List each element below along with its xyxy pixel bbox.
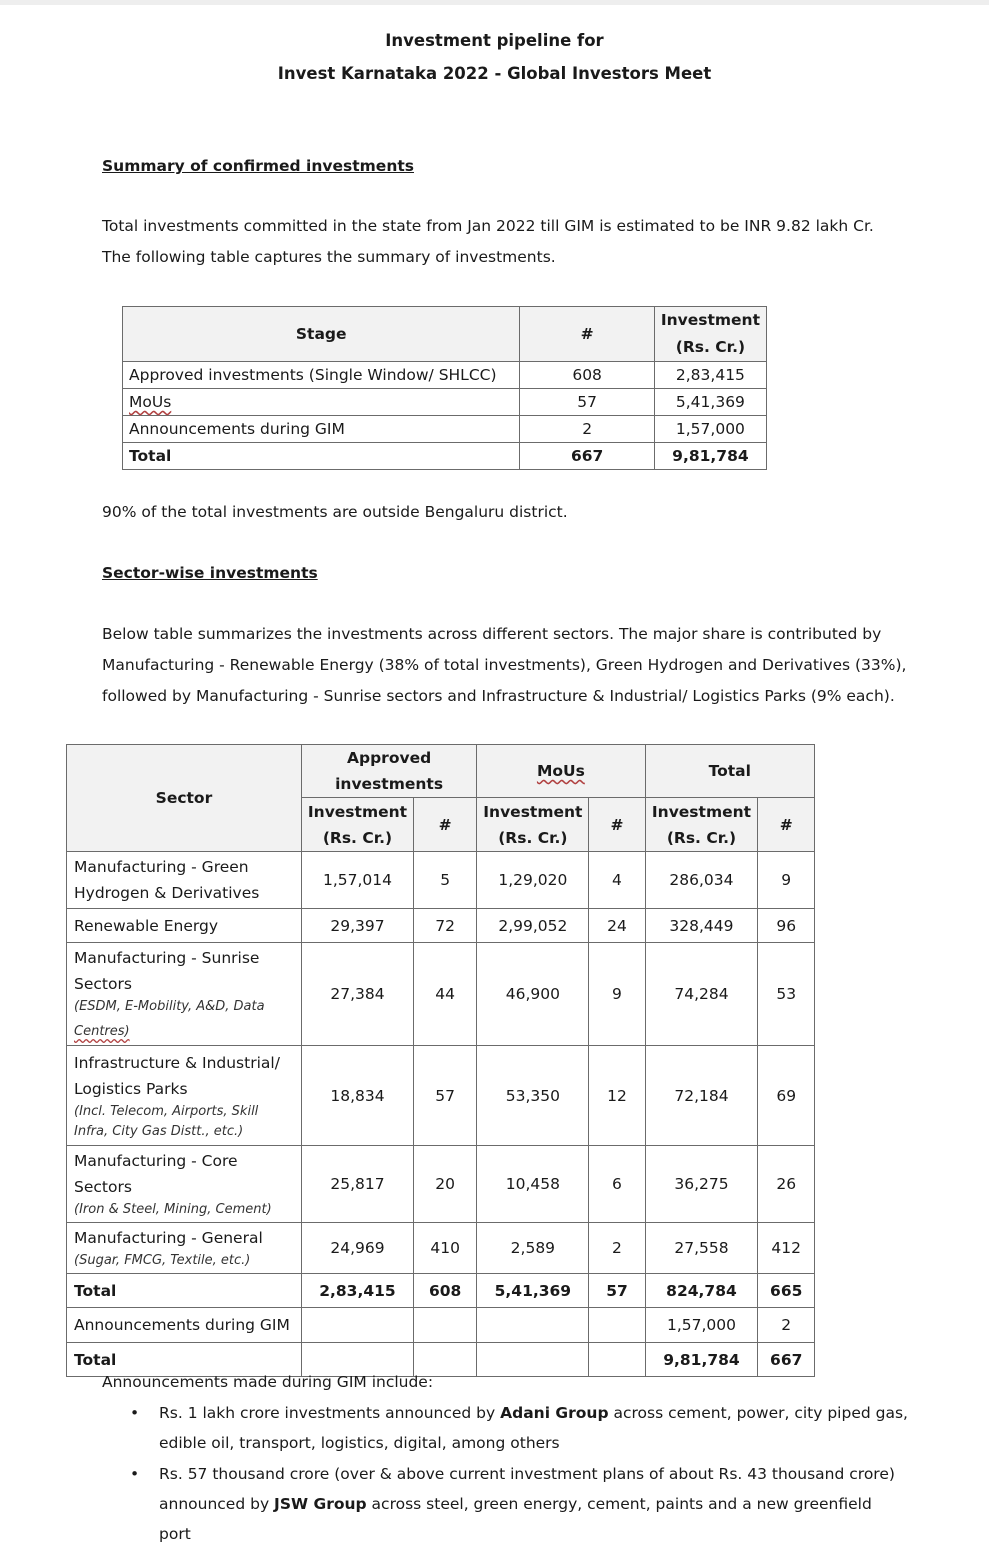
approved-investment: 18,834 xyxy=(301,1046,413,1146)
total-investment: 9,81,784 xyxy=(645,1343,758,1377)
table-row xyxy=(67,909,815,943)
bullet-item xyxy=(130,1459,910,1549)
total-count: 9 xyxy=(758,852,815,909)
approved-investment: 27,384 xyxy=(301,943,413,1046)
total-count: 412 xyxy=(758,1223,815,1274)
sector-para-line3: followed by Manufacturing - Sunrise sectors and Infrastructure & Industrial/ Logistics Parks (9% each). xyxy=(102,687,895,705)
sector-name: Manufacturing - Sunrise Sectors (ESDM, E-Mobility, A&D, Data Centres) xyxy=(67,943,302,1046)
sector-para-line2: Manufacturing - Renewable Energy (38% of total investments), Green Hydrogen and Derivatives (33%), xyxy=(102,656,907,674)
col-sector: Sector xyxy=(67,745,302,852)
total-count: 665 xyxy=(758,1274,815,1308)
summary-paragraph xyxy=(102,211,932,273)
empty-cell xyxy=(414,1308,477,1343)
row-count: 57 xyxy=(520,389,654,416)
approved-count: 5 xyxy=(414,852,477,909)
row-investment: 1,57,000 xyxy=(654,416,766,443)
col-total: Total xyxy=(645,745,815,798)
approved-investment: 25,817 xyxy=(301,1146,413,1223)
empty-cell xyxy=(301,1308,413,1343)
table-row-total xyxy=(123,443,767,470)
total-count: 53 xyxy=(758,943,815,1046)
col-mous-investment: Investment (Rs. Cr.) xyxy=(477,798,589,852)
doc-title-line2: Invest Karnataka 2022 - Global Investors Meet xyxy=(277,64,712,83)
row-count: 667 xyxy=(520,443,654,470)
approved-count: 20 xyxy=(414,1146,477,1223)
mous-investment: 53,350 xyxy=(477,1046,589,1146)
row-investment: 5,41,369 xyxy=(654,389,766,416)
sector-name: Manufacturing - General (Sugar, FMCG, Textile, etc.) xyxy=(67,1223,302,1274)
announcements-intro: Announcements made during GIM include: xyxy=(102,1373,434,1391)
approved-investment: 2,83,415 xyxy=(301,1274,413,1308)
mous-investment: 1,29,020 xyxy=(477,852,589,909)
sector-name: Total xyxy=(67,1343,302,1377)
mous-investment: 46,900 xyxy=(477,943,589,1046)
summary-table xyxy=(122,306,767,470)
total-count: 69 xyxy=(758,1046,815,1146)
col-stage: Stage xyxy=(123,307,520,362)
total-investment: 72,184 xyxy=(645,1046,758,1146)
table-row xyxy=(123,362,767,389)
row-stage: Approved investments (Single Window/ SHLCC) xyxy=(123,362,520,389)
empty-cell xyxy=(477,1308,589,1343)
mous-investment: 2,589 xyxy=(477,1223,589,1274)
total-investment: 824,784 xyxy=(645,1274,758,1308)
row-count: 2 xyxy=(520,416,654,443)
approved-count: 57 xyxy=(414,1046,477,1146)
mous-count: 4 xyxy=(589,852,645,909)
approved-investment: 24,969 xyxy=(301,1223,413,1274)
doc-title-line1: Investment pipeline for xyxy=(385,31,604,50)
mous-count: 9 xyxy=(589,943,645,1046)
table-row xyxy=(67,1046,815,1146)
row-investment: 2,83,415 xyxy=(654,362,766,389)
total-investment: 27,558 xyxy=(645,1223,758,1274)
bullet-icon: • xyxy=(130,1465,140,1483)
sector-heading: Sector-wise investments xyxy=(102,564,318,582)
mous-count: 24 xyxy=(589,909,645,943)
approved-investment: 29,397 xyxy=(301,909,413,943)
col-approved-count: # xyxy=(414,798,477,852)
col-mous-count: # xyxy=(589,798,645,852)
col-approved: Approved investments xyxy=(301,745,476,798)
total-count: 26 xyxy=(758,1146,815,1223)
summary-note: 90% of the total investments are outside Bengaluru district. xyxy=(102,503,568,521)
sector-para-line1: Below table summarizes the investments across different sectors. The major share is contributed by xyxy=(102,625,882,643)
approved-investment: 1,57,014 xyxy=(301,852,413,909)
total-count: 96 xyxy=(758,909,815,943)
summary-para-line1: Total investments committed in the state from Jan 2022 till GIM is estimated to be INR 9.82 lakh Cr. xyxy=(102,217,874,235)
mous-investment: 5,41,369 xyxy=(477,1274,589,1308)
total-investment: 286,034 xyxy=(645,852,758,909)
mous-investment: 2,99,052 xyxy=(477,909,589,943)
table-row xyxy=(67,1146,815,1223)
row-investment: 9,81,784 xyxy=(654,443,766,470)
sector-name: Manufacturing - Green Hydrogen & Derivatives xyxy=(67,852,302,909)
total-investment: 74,284 xyxy=(645,943,758,1046)
sector-paragraph xyxy=(102,619,932,712)
approved-count: 608 xyxy=(414,1274,477,1308)
bullet-item xyxy=(130,1398,910,1458)
approved-count: 44 xyxy=(414,943,477,1046)
row-stage: Announcements during GIM xyxy=(123,416,520,443)
table-row xyxy=(67,943,815,1046)
total-investment: 36,275 xyxy=(645,1146,758,1223)
col-approved-investment: Investment (Rs. Cr.) xyxy=(301,798,413,852)
approved-count: 410 xyxy=(414,1223,477,1274)
sector-name: Manufacturing - Core Sectors (Iron & Steel, Mining, Cement) xyxy=(67,1146,302,1223)
summary-heading: Summary of confirmed investments xyxy=(102,157,414,175)
col-total-investment: Investment (Rs. Cr.) xyxy=(645,798,758,852)
total-investment: 1,57,000 xyxy=(645,1308,758,1343)
sector-name: Announcements during GIM xyxy=(67,1308,302,1343)
table-row-total xyxy=(67,1274,815,1308)
row-count: 608 xyxy=(520,362,654,389)
table-row xyxy=(123,389,767,416)
empty-cell xyxy=(589,1308,645,1343)
total-investment: 328,449 xyxy=(645,909,758,943)
bullet-text: Rs. 1 lakh crore investments announced by Adani Group across cement, power, city piped gas, edible oil, transport, logistics, digital, among others xyxy=(159,1404,908,1452)
row-stage: MoUs xyxy=(123,389,520,416)
sector-name: Total xyxy=(67,1274,302,1308)
row-stage: Total xyxy=(123,443,520,470)
col-mous: MoUs xyxy=(477,745,645,798)
bullet-icon: • xyxy=(130,1404,140,1422)
mous-count: 57 xyxy=(589,1274,645,1308)
table-row-announcements xyxy=(67,1308,815,1343)
table-row xyxy=(67,1223,815,1274)
top-edge xyxy=(0,0,989,5)
col-investment: Investment (Rs. Cr.) xyxy=(654,307,766,362)
sector-table xyxy=(66,744,815,1377)
total-count: 2 xyxy=(758,1308,815,1343)
sector-name: Infrastructure & Industrial/ Logistics Parks (Incl. Telecom, Airports, Skill Infra, City Gas Distt., etc.) xyxy=(67,1046,302,1146)
total-count: 667 xyxy=(758,1343,815,1377)
mous-investment: 10,458 xyxy=(477,1146,589,1223)
summary-para-line2: The following table captures the summary of investments. xyxy=(102,248,556,266)
col-total-count: # xyxy=(758,798,815,852)
table-row xyxy=(123,416,767,443)
table-row xyxy=(67,852,815,909)
mous-count: 2 xyxy=(589,1223,645,1274)
sector-name: Renewable Energy xyxy=(67,909,302,943)
approved-count: 72 xyxy=(414,909,477,943)
mous-count: 12 xyxy=(589,1046,645,1146)
col-count: # xyxy=(520,307,654,362)
bullet-text: Rs. 57 thousand crore (over & above current investment plans of about Rs. 43 thousand crore) announced by JSW Group across steel, green energy, cement, paints and a new greenfield port xyxy=(159,1465,895,1543)
mous-count: 6 xyxy=(589,1146,645,1223)
